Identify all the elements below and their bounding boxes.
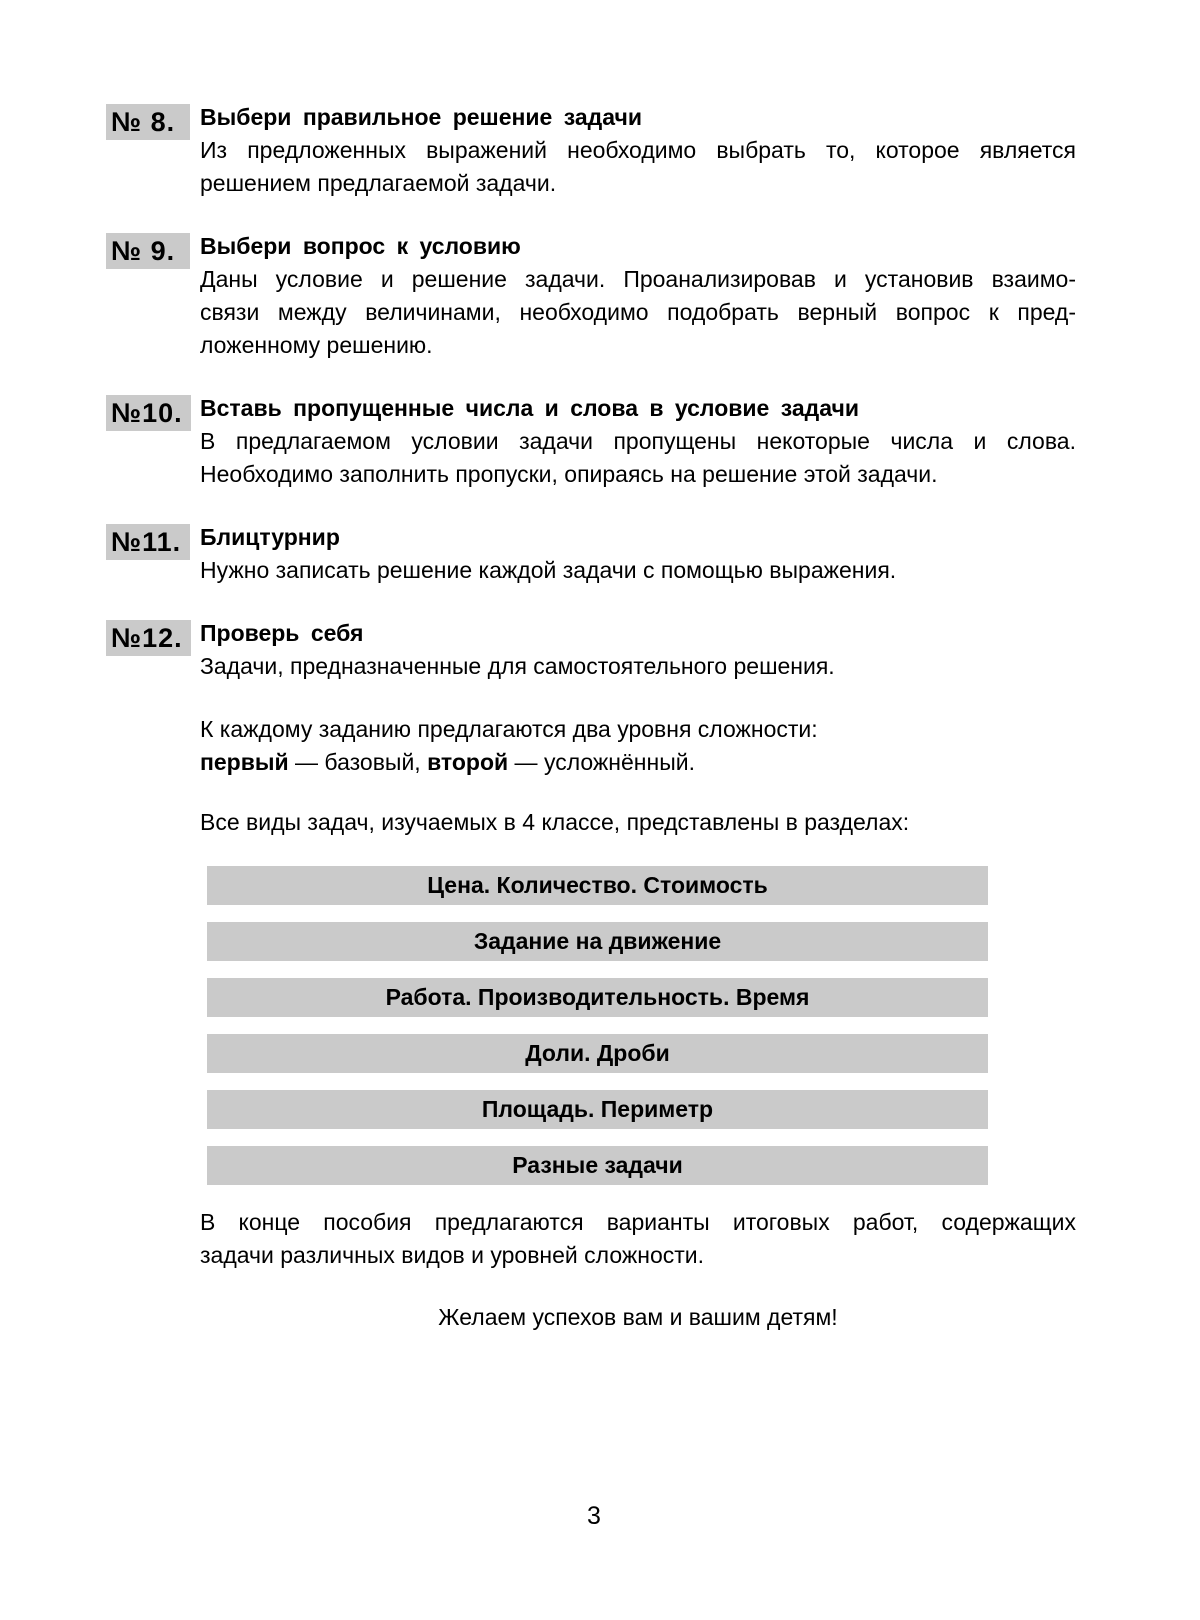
task-type-title: Вставь пропущенные числа и слова в условие задачи: [200, 395, 859, 421]
task-type-description-line: Задачи, предназначенные для самостоятельного решения.: [200, 653, 835, 679]
task-type-title: Блицтурнир: [200, 524, 340, 550]
section-banner: Разные задачи: [207, 1146, 988, 1185]
task-number-badge: № 9.: [106, 233, 190, 269]
task-type-item-12: [106, 617, 1076, 683]
level-one-label: первый: [200, 749, 289, 775]
task-type-title: Выбери правильное решение задачи: [200, 104, 642, 130]
section-banner: Площадь. Периметр: [207, 1090, 988, 1129]
final-works-line: задачи различных видов и уровней сложности.: [200, 1242, 705, 1268]
difficulty-levels-detail: [200, 746, 1076, 779]
sections-lead-paragraph: Все виды задач, изучаемых в 4 классе, представлены в разделах:: [200, 809, 910, 835]
section-banner: Задание на движение: [207, 922, 988, 961]
task-type-description-line: ложенному решению.: [200, 332, 433, 358]
final-works-line: В конце пособия предлагаются варианты итоговых работ, содержащих: [200, 1209, 1076, 1235]
task-type-description-line: Необходимо заполнить пропуски, опираясь на решение этой задачи.: [200, 461, 938, 487]
difficulty-levels-lead: К каждому заданию предлагаются два уровня сложности:: [200, 716, 818, 742]
task-type-description-line: связи между величинами, необходимо подобрать верный вопрос к пред-: [200, 299, 1076, 325]
closing-wish: Желаем успехов вам и вашим детям!: [438, 1304, 838, 1330]
section-banner-list: [106, 866, 1076, 1185]
task-type-title: Проверь себя: [200, 620, 364, 646]
page-number: 3: [587, 1502, 601, 1530]
task-type-description-line: Из предложенных выражений необходимо выбрать то, которое является: [200, 137, 1076, 163]
difficulty-levels-paragraph: [106, 713, 1076, 779]
page-content: [106, 101, 1076, 1334]
task-type-item-8: [106, 101, 1076, 200]
task-type-item-9: [106, 230, 1076, 362]
task-number-badge: №12.: [106, 620, 191, 656]
task-type-description-line: решением предлагаемой задачи.: [200, 170, 557, 196]
level-two-label: второй: [427, 749, 509, 775]
level-two-description: — усложнённый.: [508, 749, 695, 775]
section-banner: Работа. Производительность. Время: [207, 978, 988, 1017]
level-one-description: — базовый,: [288, 749, 428, 775]
final-works-paragraph: [106, 1206, 1076, 1272]
task-type-description-line: В предлагаемом условии задачи пропущены некоторые числа и слова.: [200, 428, 1076, 454]
section-banner: Доли. Дроби: [207, 1034, 988, 1073]
task-number-badge: №10.: [106, 395, 191, 431]
task-number-badge: №11.: [106, 524, 190, 560]
task-type-item-10: [106, 392, 1076, 491]
section-banner: Цена. Количество. Стоимость: [207, 866, 988, 905]
task-type-description-line: Даны условие и решение задачи. Проанализировав и установив взаимо-: [200, 266, 1076, 292]
task-type-item-11: [106, 521, 1076, 587]
task-type-title: Выбери вопрос к условию: [200, 233, 521, 259]
task-number-badge: № 8.: [106, 104, 190, 140]
task-type-description-line: Нужно записать решение каждой задачи с помощью выражения.: [200, 557, 897, 583]
